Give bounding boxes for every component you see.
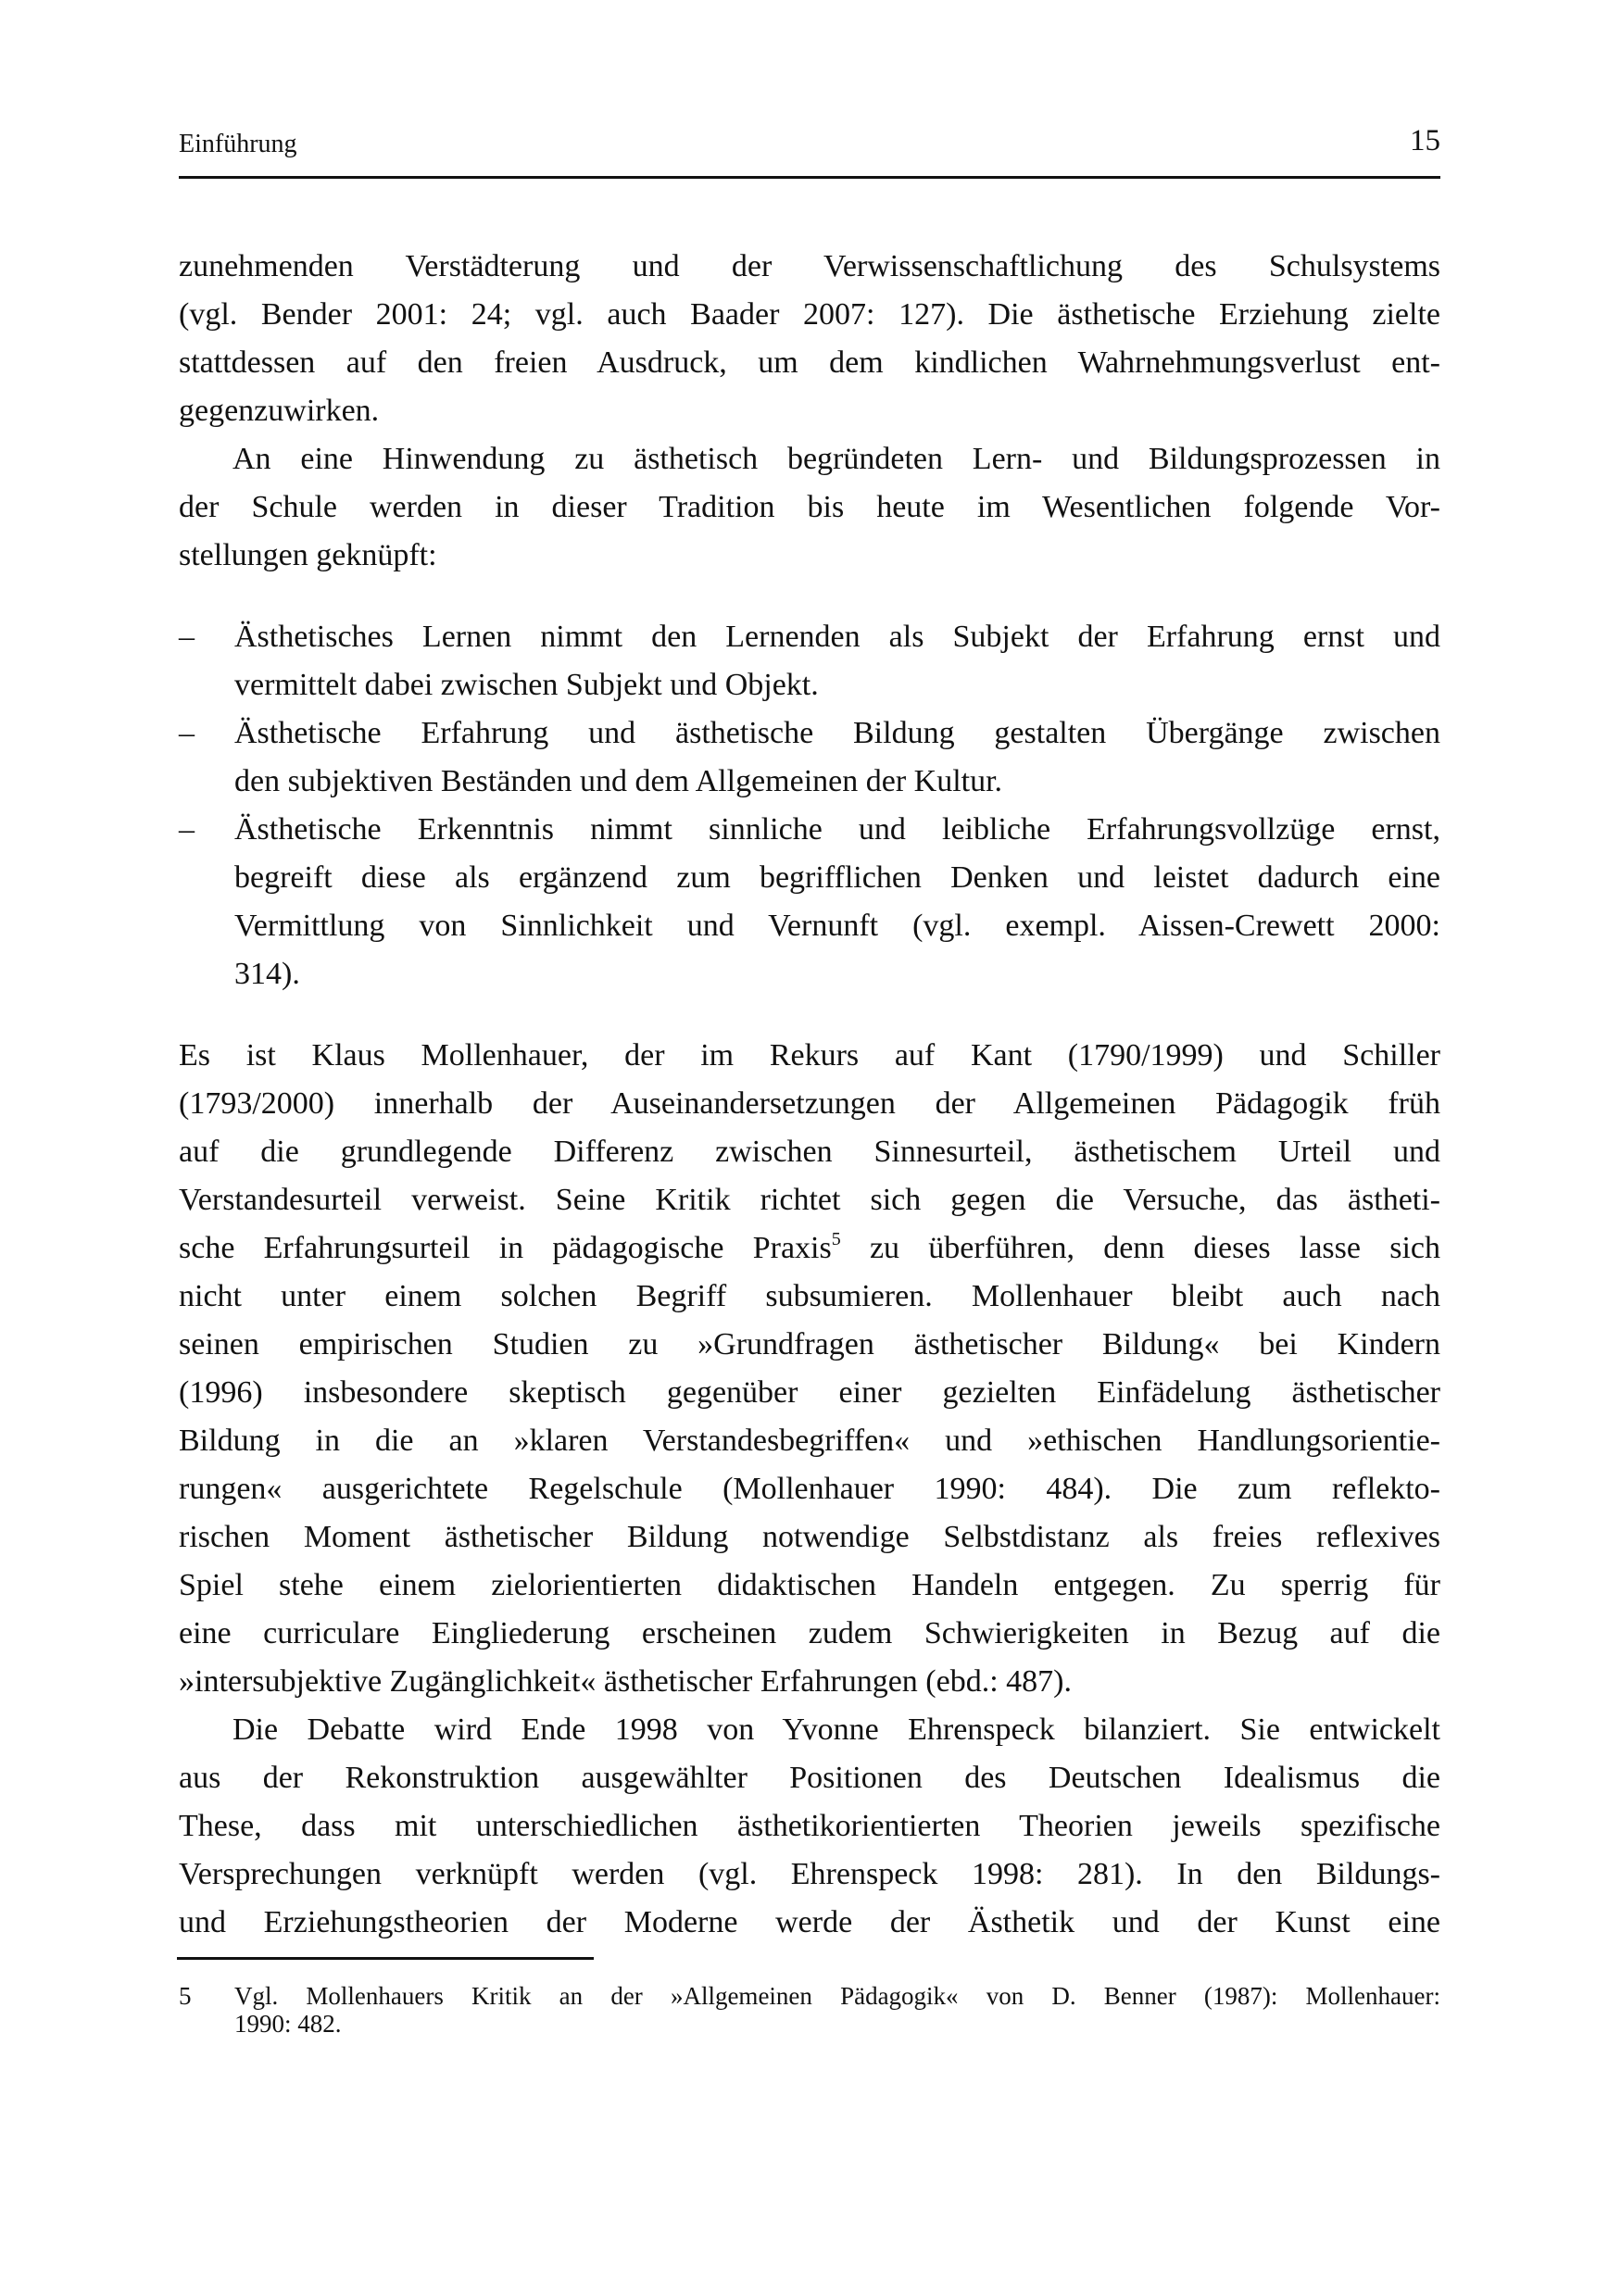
text-line: Bildung in die an »klaren Verstandesbegriffen« und »ethischen Handlungsorientie-: [179, 1424, 1440, 1458]
text-line: »intersubjektive Zugänglichkeit« ästhetischer Erfahrungen (ebd.: 487).: [179, 1664, 1072, 1699]
text-line: rungen« ausgerichtete Regelschule (Mollenhauer 1990: 484). Die zum reflekto-: [179, 1472, 1440, 1506]
footnote-line: Vgl. Mollenhauers Kritik an der »Allgemeinen Pädagogik« von D. Benner (1987): Mollenhauer:: [234, 1982, 1440, 2010]
text-line: (1996) insbesondere skeptisch gegenüber einer gezielten Einfädelung ästhetischer: [179, 1375, 1440, 1410]
paragraph-1: [179, 243, 1440, 435]
text-line: (1793/2000) innerhalb der Auseinandersetzungen der Allgemeinen Pädagogik früh: [179, 1086, 1440, 1121]
paragraph-2: [179, 435, 1440, 580]
text-line: stattdessen auf den freien Ausdruck, um dem kindlichen Wahrnehmungsverlust ent-: [179, 345, 1440, 380]
text-line: den subjektiven Beständen und dem Allgemeinen der Kultur.: [234, 764, 1003, 798]
running-head-title: Einführung: [179, 130, 297, 158]
text-line: der Schule werden in dieser Tradition bis heute im Wesentlichen folgende Vor-: [179, 490, 1440, 524]
text-line: rischen Moment ästhetischer Bildung notwendige Selbstdistanz als freies reflexives: [179, 1520, 1440, 1554]
text-line: stellungen geknüpft:: [179, 538, 437, 572]
footnote-line: 1990: 482.: [234, 2010, 342, 2038]
text-line: Es ist Klaus Mollenhauer, der im Rekurs auf Kant (1790/1999) und Schiller: [179, 1038, 1440, 1073]
dash-bullet-icon: –: [179, 716, 195, 750]
footnote-number: 5: [179, 1982, 192, 2010]
dash-bullet-icon: –: [179, 812, 195, 847]
text-line: zunehmenden Verstädterung und der Verwissenschaftlichung des Schulsystems: [179, 249, 1440, 283]
text-line: gegenzuwirken.: [179, 394, 380, 428]
running-head: [179, 124, 1440, 167]
text-line: Ästhetische Erkenntnis nimmt sinnliche und leibliche Erfahrungsvollzüge ernst,: [234, 812, 1440, 847]
text-line: (vgl. Bender 2001: 24; vgl. auch Baader 2007: 127). Die ästhetische Erziehung zielte: [179, 297, 1440, 332]
text-line: aus der Rekonstruktion ausgewählter Positionen des Deutschen Idealismus die: [179, 1761, 1440, 1795]
footnote-text: [234, 1982, 1440, 2038]
text-line: Ästhetische Erfahrung und ästhetische Bildung gestalten Übergänge zwischen: [234, 716, 1440, 750]
footnote: [179, 1982, 1440, 2038]
paragraph-3: [179, 1032, 1440, 1706]
text-line: sche Erfahrungsurteil in pädagogische Praxis$^5$ zu überführen, denn dieses lasse sich: [179, 1229, 1440, 1265]
text-line: nicht unter einem solchen Begriff subsumieren. Mollenhauer bleibt auch nach: [179, 1279, 1440, 1313]
text-line: Ästhetisches Lernen nimmt den Lernenden als Subjekt der Erfahrung ernst und: [234, 620, 1440, 654]
paragraph-4: [179, 1706, 1440, 1947]
text-line: und Erziehungstheorien der Moderne werde der Ästhetik und der Kunst eine: [179, 1905, 1440, 1939]
text-line: vermittelt dabei zwischen Subjekt und Objekt.: [234, 668, 819, 702]
list-item: [179, 806, 1440, 998]
bullet-list: [179, 613, 1440, 998]
text-line: Verstandesurteil verweist. Seine Kritik richtet sich gegen die Versuche, das ästheti-: [179, 1183, 1440, 1217]
text-line: auf die grundlegende Differenz zwischen Sinnesurteil, ästhetischem Urteil und: [179, 1135, 1440, 1169]
header-rule: [179, 176, 1440, 179]
text-line: 314).: [234, 957, 300, 991]
text-line: Spiel stehe einem zielorientierten didaktischen Handeln entgegen. Zu sperrig für: [179, 1568, 1440, 1602]
text-line: begreift diese als ergänzend zum begrifflichen Denken und leistet dadurch eine: [234, 860, 1440, 895]
text-line: An eine Hinwendung zu ästhetisch begründeten Lern- und Bildungsprozessen in: [232, 442, 1440, 476]
footnote-reference[interactable]: 5: [831, 1229, 841, 1249]
footnote-rule: [177, 1957, 594, 1960]
text-line: Vermittlung von Sinnlichkeit und Vernunft (vgl. exempl. Aissen-Crewett 2000:: [234, 909, 1440, 943]
dash-bullet-icon: –: [179, 620, 195, 654]
text-line: These, dass mit unterschiedlichen ästhetikorientierten Theorien jeweils spezifische: [179, 1809, 1440, 1843]
text-line: seinen empirischen Studien zu »Grundfragen ästhetischer Bildung« bei Kindern: [179, 1327, 1440, 1361]
text-line: eine curriculare Eingliederung erscheinen zudem Schwierigkeiten in Bezug auf die: [179, 1616, 1440, 1650]
text-line: Die Debatte wird Ende 1998 von Yvonne Ehrenspeck bilanziert. Sie entwickelt: [232, 1713, 1440, 1747]
text-line: Versprechungen verknüpft werden (vgl. Ehrenspeck 1998: 281). In den Bildungs-: [179, 1857, 1440, 1891]
list-item: [179, 709, 1440, 806]
list-item: [179, 613, 1440, 709]
page-number: 15: [1410, 124, 1440, 157]
